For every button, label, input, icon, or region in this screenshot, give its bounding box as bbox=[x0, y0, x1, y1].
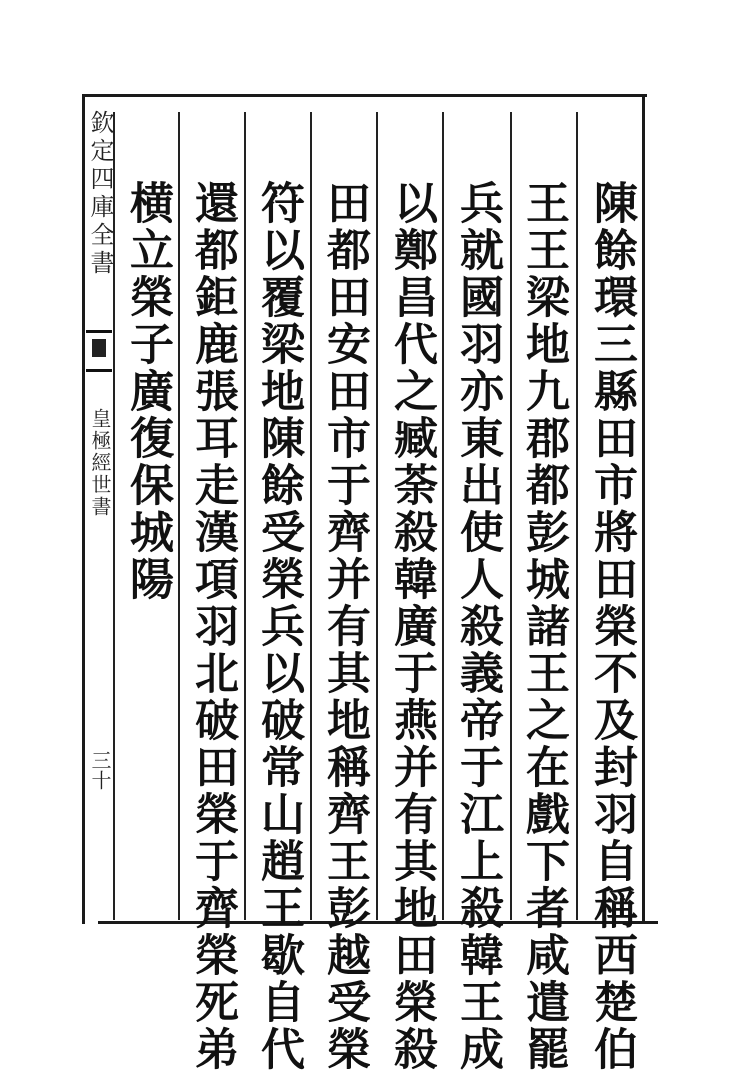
column-divider bbox=[576, 112, 578, 920]
column-divider bbox=[178, 112, 180, 920]
text-column-6: 符以覆梁地陳餘受榮兵以破常山趙王歇自代 bbox=[253, 180, 304, 1073]
fish-tail-mark bbox=[86, 330, 112, 372]
column-divider bbox=[310, 112, 312, 920]
text-column-2: 王王梁地九郡都彭城諸王之在戲下者咸遣罷 bbox=[518, 180, 569, 1073]
margin-book-title: 皇極經世書 bbox=[88, 408, 112, 518]
text-column-1: 陳餘環三縣田市將田榮不及封羽自稱西楚伯 bbox=[586, 180, 637, 1073]
frame-left-rule bbox=[82, 94, 85, 924]
frame-top-rule bbox=[82, 94, 647, 97]
text-column-7: 還都鉅鹿張耳走漢項羽北破田榮于齊榮死弟 bbox=[187, 180, 238, 1073]
margin-collection-title: 欽定四庫全書 bbox=[86, 110, 114, 278]
text-column-4: 以鄭昌代之臧荼殺韓廣于燕并有其地田榮殺 bbox=[386, 180, 437, 1073]
column-divider bbox=[244, 112, 246, 920]
text-column-8: 横立榮子廣復保城陽 bbox=[122, 180, 173, 603]
column-divider bbox=[442, 112, 444, 920]
frame-right-rule bbox=[642, 96, 645, 922]
text-column-3: 兵就國羽亦東出使人殺義帝于江上殺韓王成 bbox=[452, 180, 503, 1073]
column-divider bbox=[376, 112, 378, 920]
text-column-5: 田都田安田市于齊并有其地稱齊王彭越受榮 bbox=[319, 180, 370, 1073]
margin-page-number: 三十 bbox=[88, 750, 112, 790]
